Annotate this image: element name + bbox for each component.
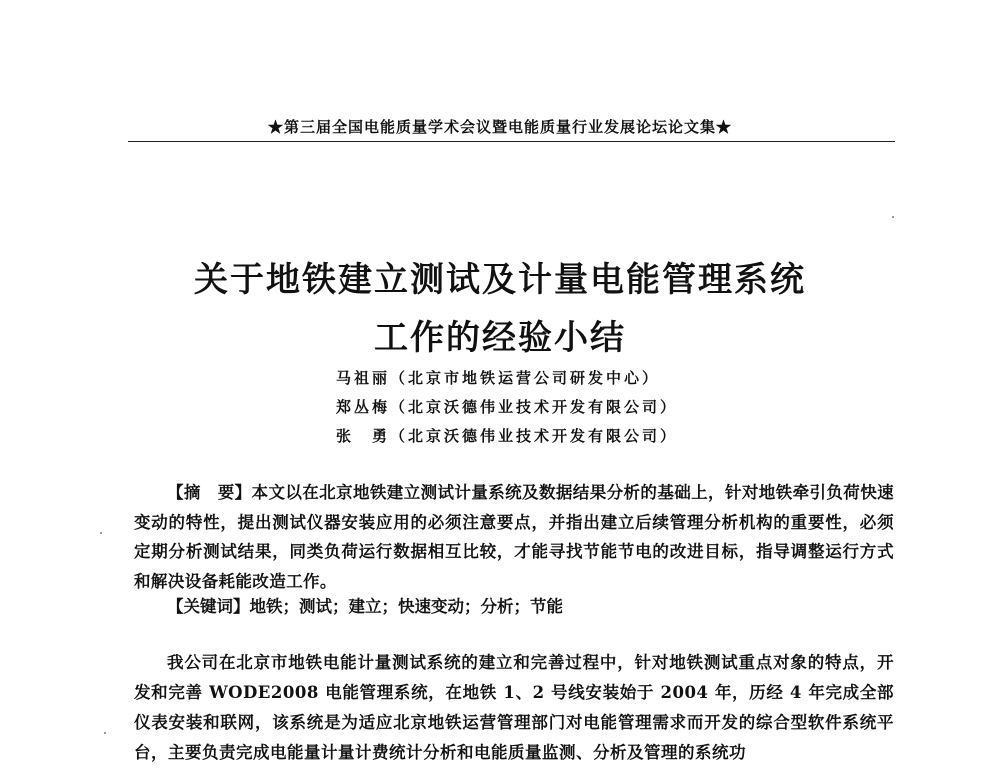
- keywords: [134, 592, 894, 621]
- paper-title-line-1: 关于地铁建立测试及计量电能管理系统: [194, 260, 806, 300]
- author-list: [336, 364, 756, 451]
- keywords-label: 【关键词】: [167, 597, 250, 616]
- abstract: [134, 478, 894, 596]
- header-rule: [128, 141, 895, 142]
- body-paragraph-1: 我公司在北京市地铁电能计量测试系统的建立和完善过程中，针对地铁测试重点对象的特点，开发和完善 WODE2008 电能管理系统，在地铁 1、2 号线安装始于 2004 年，历经 4 年完成全部仪表安装和联网，该系统是为适应北京地铁运营管理部门对电能管理需求而开发的综合型软件系统平台，主要负责完成电能量计量计费统计分析和电能质量监测、分析及管理的系统功: [134, 653, 894, 762]
- proceedings-header: ★第三届全国电能质量学术会议暨电能质量行业发展论坛论文集★: [267, 118, 732, 136]
- author-1: 马祖丽（北京市地铁运营公司研发中心）: [336, 369, 661, 387]
- author-3: 张 勇（北京沃德伟业技术开发有限公司）: [336, 427, 679, 445]
- paper-title-line-2: 工作的经验小结: [374, 318, 626, 358]
- scan-speck: [104, 732, 106, 734]
- abstract-label: 【摘 要】: [167, 483, 252, 502]
- abstract-text: 本文以在北京地铁建立测试计量系统及数据结果分析的基础上，针对地铁牵引负荷快速变动的特性，提出测试仪器安装应用的必须注意要点，并指出建立后续管理分析机构的重要性，必须定期分析测试结果，同类负荷运行数据相互比较，才能寻找节能节电的改进目标，指导调整运行方式和解决设备耗能改造工作。: [134, 483, 895, 591]
- keywords-text: 地铁；测试；建立；快速变动；分析；节能: [249, 597, 563, 616]
- author-2: 郑丛梅（北京沃德伟业技术开发有限公司）: [336, 398, 679, 416]
- scan-speck: [892, 216, 894, 218]
- body-section: [134, 648, 894, 768]
- scan-speck: [100, 532, 102, 534]
